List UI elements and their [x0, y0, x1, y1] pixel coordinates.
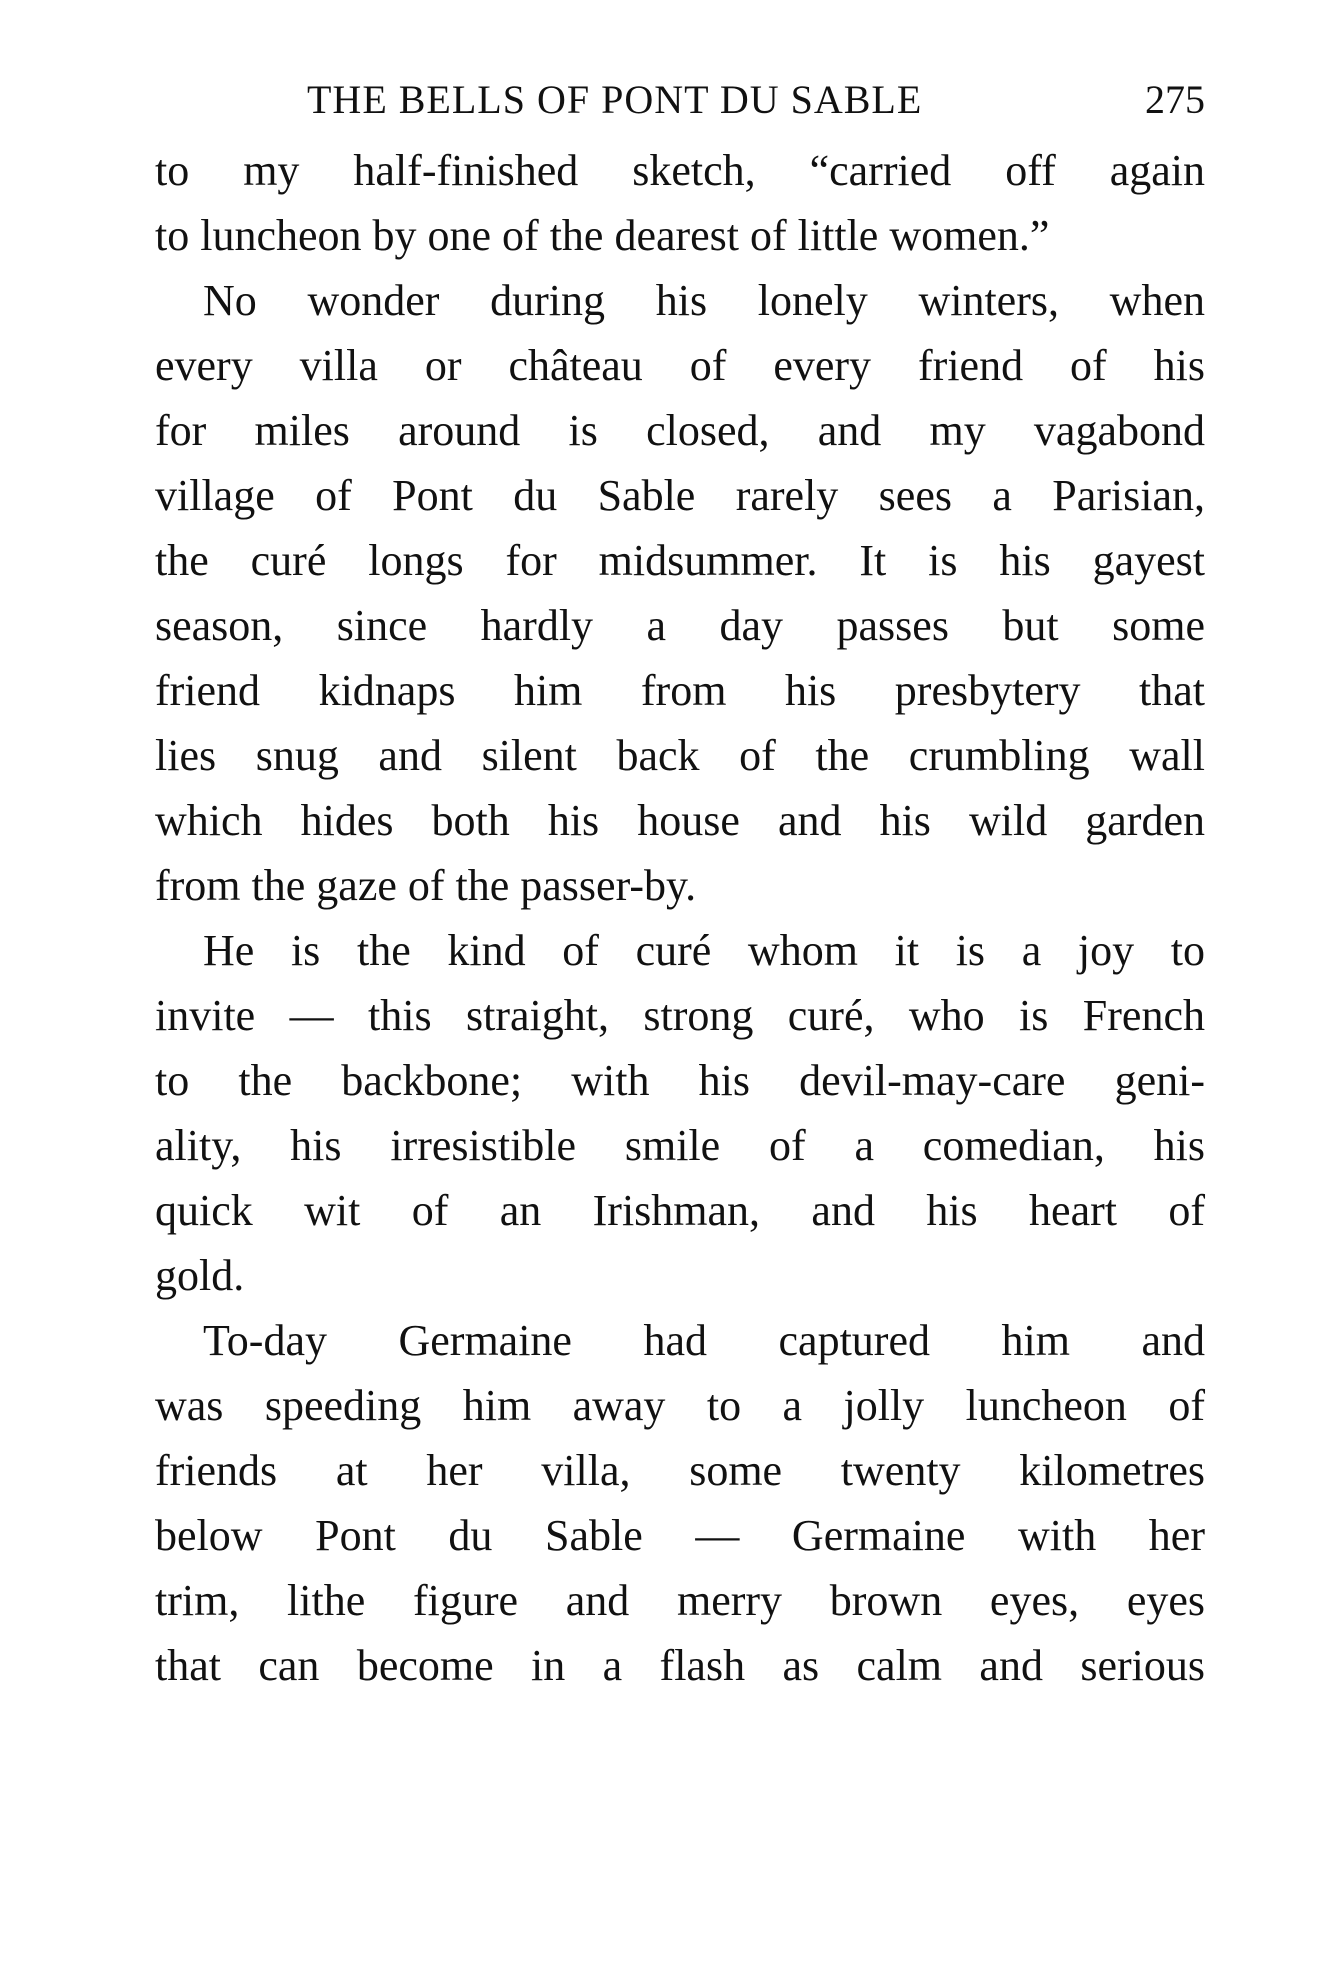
text-line: was speeding him away to a jolly luncheon of: [155, 1381, 1205, 1430]
paragraph-4: [155, 1308, 1205, 1698]
text-line: to luncheon by one of the dearest of little women.”: [155, 211, 1050, 260]
text-line: quick wit of an Irishman, and his heart of: [155, 1186, 1205, 1235]
text-line: ality, his irresistible smile of a comedian, his: [155, 1121, 1205, 1170]
text-line: to the backbone; with his devil-may-care geni-: [155, 1056, 1205, 1105]
text-line: to my half-finished sketch, “carried off again: [155, 146, 1205, 195]
text-line: friend kidnaps him from his presbytery that: [155, 666, 1205, 715]
page-header: [155, 70, 1205, 130]
text-line: which hides both his house and his wild garden: [155, 796, 1205, 845]
text-line: season, since hardly a day passes but some: [155, 601, 1205, 650]
text-line: He is the kind of curé whom it is a joy to: [203, 926, 1205, 975]
text-line: from the gaze of the passer-by.: [155, 861, 697, 910]
text-line: No wonder during his lonely winters, when: [203, 276, 1205, 325]
text-line: invite — this straight, strong curé, who is French: [155, 991, 1205, 1040]
text-line: trim, lithe figure and merry brown eyes, eyes: [155, 1576, 1205, 1625]
paragraph-3: [155, 918, 1205, 1308]
text-line: village of Pont du Sable rarely sees a Parisian,: [155, 471, 1205, 520]
text-line: below Pont du Sable — Germaine with her: [155, 1511, 1205, 1560]
text-line: for miles around is closed, and my vagabond: [155, 406, 1205, 455]
text-line: the curé longs for midsummer. It is his gayest: [155, 536, 1205, 585]
text-line: lies snug and silent back of the crumbling wall: [155, 731, 1205, 780]
running-title: THE BELLS OF PONT DU SABLE: [307, 77, 923, 122]
text-line: friends at her villa, some twenty kilometres: [155, 1446, 1205, 1495]
page-number: 275: [1145, 77, 1205, 122]
text-line: that can become in a flash as calm and serious: [155, 1641, 1205, 1690]
body-text: [155, 138, 1205, 1698]
paragraph-2: [155, 268, 1205, 918]
text-line: To-day Germaine had captured him and: [203, 1316, 1205, 1365]
text-line: every villa or château of every friend of his: [155, 341, 1205, 390]
paragraph-1: [155, 138, 1205, 268]
text-line: gold.: [155, 1251, 245, 1300]
